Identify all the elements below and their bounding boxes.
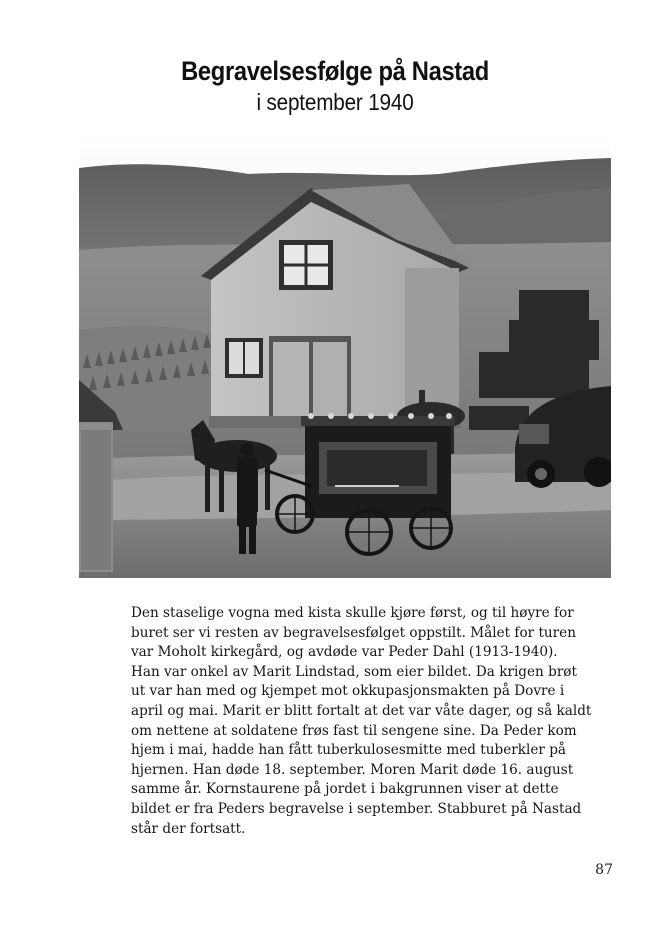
historical-photograph — [79, 130, 611, 578]
caption-line: om nettene at soldatene frøs fast til sengene sine. Da Peder kom — [131, 722, 577, 739]
caption-line: hjernen. Han døde 18. september. Moren Marit døde 16. august — [131, 761, 574, 778]
caption-line: ut var han med og kjempet mot okkupasjonsmakten på Dovre i — [131, 683, 565, 700]
photo-caption — [131, 604, 592, 839]
caption-line: buret ser vi resten av begravelsesfølget oppstilt. Målet for turen — [131, 624, 576, 641]
caption-line: var Moholt kirkegård, og avdøde var Peder Dahl (1913-1940). — [131, 644, 558, 661]
caption-line: står der fortsatt. — [131, 820, 246, 837]
page-number: 87 — [595, 862, 613, 878]
caption-line: bildet er fra Peders begravelse i september. Stabburet på Nastad — [131, 800, 582, 817]
page-subtitle: i september 1940 — [256, 89, 414, 115]
caption-line: april og mai. Marit er blitt fortalt at det var våte dager, og så kaldt — [131, 702, 592, 719]
caption-line: hjem i mai, hadde han fått tuberkulosesmitte med tuberkler på — [131, 742, 567, 759]
page-title: Begravelsesfølge på Nastad — [181, 56, 489, 86]
caption-line: samme år. Kornstaurene på jordet i bakgrunnen viser at dette — [131, 781, 559, 798]
caption-line: Han var onkel av Marit Lindstad, som eier bildet. Da krigen brøt — [131, 663, 577, 680]
caption-line: Den staselige vogna med kista skulle kjøre først, og til høyre for — [131, 605, 574, 621]
